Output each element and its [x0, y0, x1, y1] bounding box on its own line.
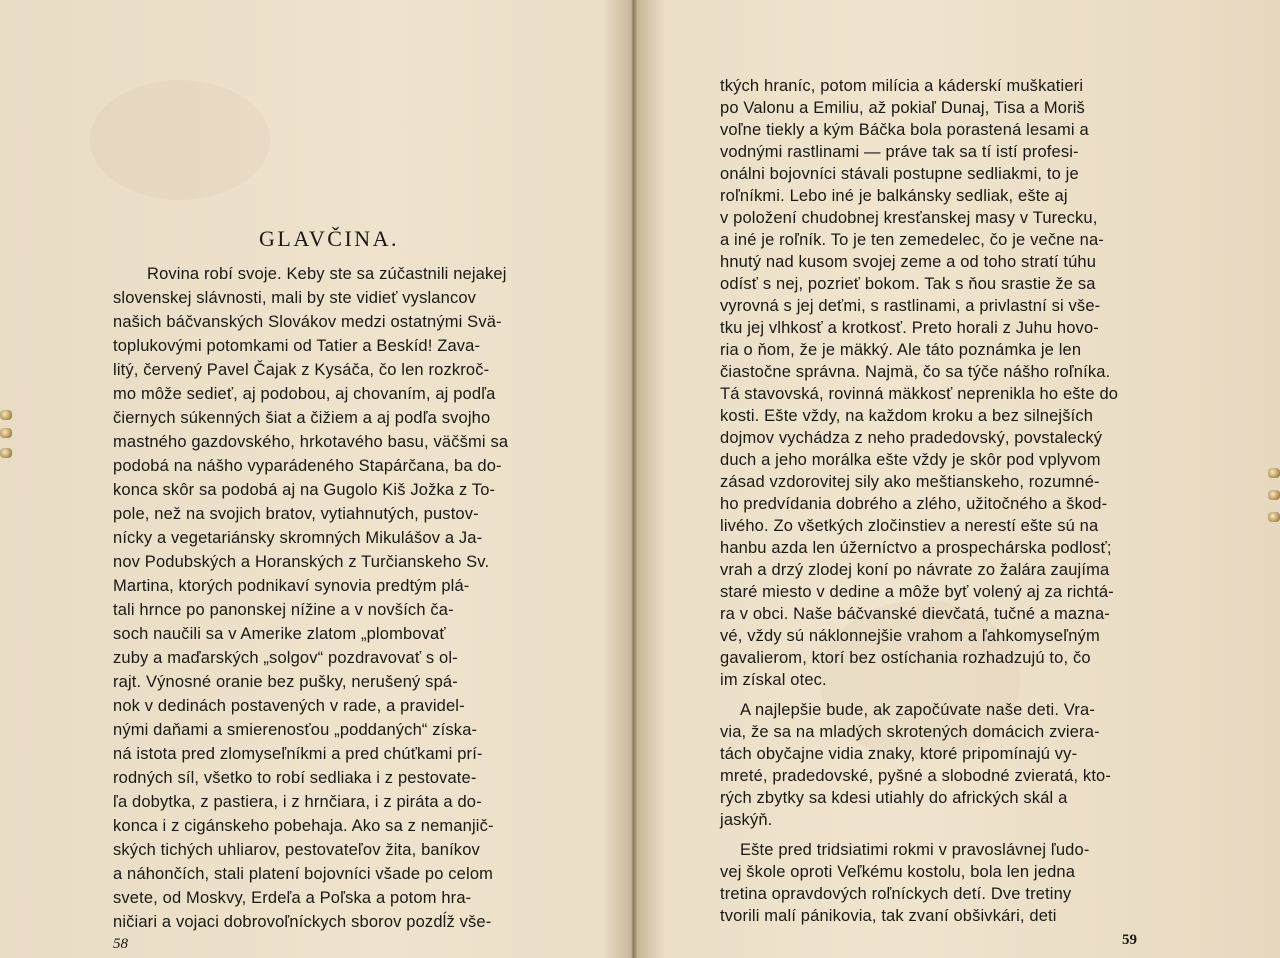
text-line: čiastočne správna. Najmä, čo sa týče nášho roľníka.: [720, 363, 1111, 381]
text-line: mreté, pradedovské, pyšné a slobodné zvieratá, kto-: [720, 767, 1112, 785]
text-line: po Valonu a Emiliu, až pokiaľ Dunaj, Tisa a Moriš: [720, 99, 1085, 117]
text-line: ria o ňom, že je mäkký. Ale táto poznámka je len: [720, 341, 1082, 359]
text-line: rajt. Výnosné oranie bez pušky, nerušený spá-: [113, 673, 458, 691]
text-line: Martina, ktorých podnikaví synovia predtým plá-: [113, 577, 470, 595]
text-line: via, že sa na mladých skrotených domácich zvierа-: [720, 723, 1100, 741]
text-line: vej škole oproti Veľkému kostolu, bola len jedna: [720, 863, 1076, 881]
text-line: nými daňami a smierenosťou „poddaných“ získa-: [113, 721, 478, 739]
chapter-title: GLAVČINA.: [259, 226, 400, 251]
text-line: hnutý nad kusom svojej zeme a od toho stratí túhu: [720, 253, 1097, 271]
text-line: ho predvídania dobrého a zlého, užitočného a škod-: [720, 495, 1108, 513]
text-line: litý, červený Pavel Čajak z Kysáča, čo len rozkroč-: [113, 361, 490, 379]
text-line: vé, vždy sú náklonnejšie vrahom a ľahkomyseľným: [720, 627, 1100, 645]
text-line: Ešte pred tridsiatimi rokmi v pravoslávnej ľudo-: [740, 841, 1090, 859]
text-line: Rovina robí svoje. Keby ste sa zúčastnili nejakej: [147, 265, 507, 283]
text-line: slovenskej slávnosti, mali by ste vidieť vyslancov: [113, 289, 477, 307]
staple-icon: [1268, 512, 1280, 522]
text-line: im získal otec.: [720, 671, 827, 689]
staple-icon: [0, 410, 12, 420]
page-number: 59: [1122, 932, 1137, 948]
text-line: ra v obci. Naše báčvanské dievčatá, tučné a mazna-: [720, 605, 1110, 623]
text-line: vrah a drzý zlodej koní po návrate zo žalára zaujíma: [720, 561, 1110, 579]
text-line: tách obyčajne vidia znaky, ktoré pripomínajú vy-: [720, 745, 1078, 763]
staple-icon: [0, 428, 12, 438]
text-line: vodnými rastlinami — práve tak sa tí istí profesi-: [720, 143, 1079, 161]
text-line: svete, od Moskvy, Erdeľa a Poľska a potom hra-: [113, 889, 472, 907]
text-line: rých zbytky sa kdesi utiahly do afrických skál a: [720, 789, 1068, 807]
text-line: gavalierom, ktorí bez ostíchania rozhadzujú to, čo: [720, 649, 1091, 667]
text-line: ských tichých uhliarov, pestovateľov žita, baníkov: [113, 841, 480, 859]
text-line: onálni bojovníci stávali postupne sedliakmi, to je: [720, 165, 1079, 183]
text-line: nok v dedinách postavených v rade, a pravidel-: [113, 697, 465, 715]
text-line: roľníkmi. Lebo iné je balkánsky sedliak, ešte aj: [720, 187, 1068, 205]
text-line: tvorili malí pánikovia, tak zvaní obšivkári, deti: [720, 907, 1057, 925]
staple-icon: [1268, 490, 1280, 500]
page-number: 58: [113, 936, 128, 952]
text-line: A najlepšie bude, ak započúvate naše deti. Vra-: [740, 701, 1095, 719]
text-line: konca skôr sa podobá aj na Gugolo Kiš Jožka z To-: [113, 481, 496, 499]
text-line: ľa dobytka, z pastiera, i z hrnčiara, i z piráta a do-: [113, 793, 482, 811]
text-line: kosti. Ešte vždy, na každom kroku a bez silnejších: [720, 407, 1094, 425]
text-line: našich báčvanských Slovákov medzi ostatnými Svä-: [113, 313, 502, 331]
text-line: tretina opravdových roľníckych detí. Dve tretiny: [720, 885, 1072, 903]
text-line: tali hrnce po panonskej nížine a v novších ča-: [113, 601, 454, 619]
text-line: duch a jeho morálka ešte vždy je skôr pod vplyvom: [720, 451, 1101, 469]
text-line: rodných síl, všetko to robí sedliaka i z pestovate-: [113, 769, 477, 787]
text-line: vyrovná s jej deťmi, s rastlinami, a privlastní si vše-: [720, 297, 1101, 315]
text-line: konca i z cigánskeho pobehaja. Ako sa z nemanjič-: [113, 817, 494, 835]
text-line: tku jej vlhkosť a krotkosť. Preto horali z Juhu hovo-: [720, 319, 1099, 337]
text-line: soch naučili sa v Amerike zlatom „plombovať: [113, 625, 446, 643]
text-line: nícky a vegetariánsky skromných Mikulášov a Ja-: [113, 529, 483, 547]
text-line: livého. Zo všetkých zločinstiev a nerestí ešte sú na: [720, 517, 1099, 535]
text-line: pole, než na svojich bratov, vytiahnutých, pustov-: [113, 505, 479, 523]
text-line: hanbu azda len úžerníctvo a prospechárska podlosť;: [720, 539, 1112, 557]
right-page: [636, 0, 1280, 958]
text-line: jaskýň.: [720, 811, 773, 829]
text-line: zásad vzdorovitej sily ako meštianskeho, rozumné-: [720, 473, 1100, 491]
text-line: odísť s nej, pozrieť bokom. Tak s ňou srastie že sa: [720, 275, 1096, 293]
text-line: a iné je roľník. To je ten zemedelec, čo je večne na-: [720, 231, 1104, 249]
text-line: mo môže sedieť, aj podobou, aj chovaním, aj podľa: [113, 385, 496, 403]
text-line: ná istota pred zlomyseľníkmi a pred chúťkami prí-: [113, 745, 483, 763]
left-page: [0, 0, 632, 958]
staple-icon: [0, 448, 12, 458]
text-line: toplukovými potomkami od Tatier a Beskíd! Zava-: [113, 337, 481, 355]
text-line: v položení chudobnej kresťanskej masy v Turecku,: [720, 209, 1098, 227]
text-line: Tá stavovská, rovinná mäkkosť neprenikla ho ešte do: [720, 385, 1119, 403]
text-line: mastného gazdovského, hrkotavého basu, väčšmi sa: [113, 433, 509, 451]
text-line: voľne tiekly a kým Báčka bola porastená lesami a: [720, 121, 1089, 139]
text-line: ničiari a vojaci dobrovoľníckych sborov pozdĺž vše-: [113, 913, 492, 931]
text-line: dojmov vychádza z neho pradedovský, povstalecký: [720, 429, 1103, 447]
text-line: nov Podubských a Horanských z Turčianskeho Sv.: [113, 553, 490, 571]
staple-icon: [1268, 468, 1280, 478]
text-line: zuby a maďarských „solgov“ pozdravovať s ol-: [113, 649, 458, 667]
text-line: a náhončích, stali platení bojovníci všade po celom: [113, 865, 494, 883]
text-line: staré miesto v dedine a môže byť volený aj za richtá-: [720, 583, 1114, 601]
text-line: tkých hraníc, potom milícia a káderskí muškatieri: [720, 77, 1084, 95]
text-line: čiernych súkenných šiat a čižiem a aj podľa svojho: [113, 409, 491, 427]
text-line: podobá na nášho vyparádeného Stapárčana, ba do-: [113, 457, 502, 475]
